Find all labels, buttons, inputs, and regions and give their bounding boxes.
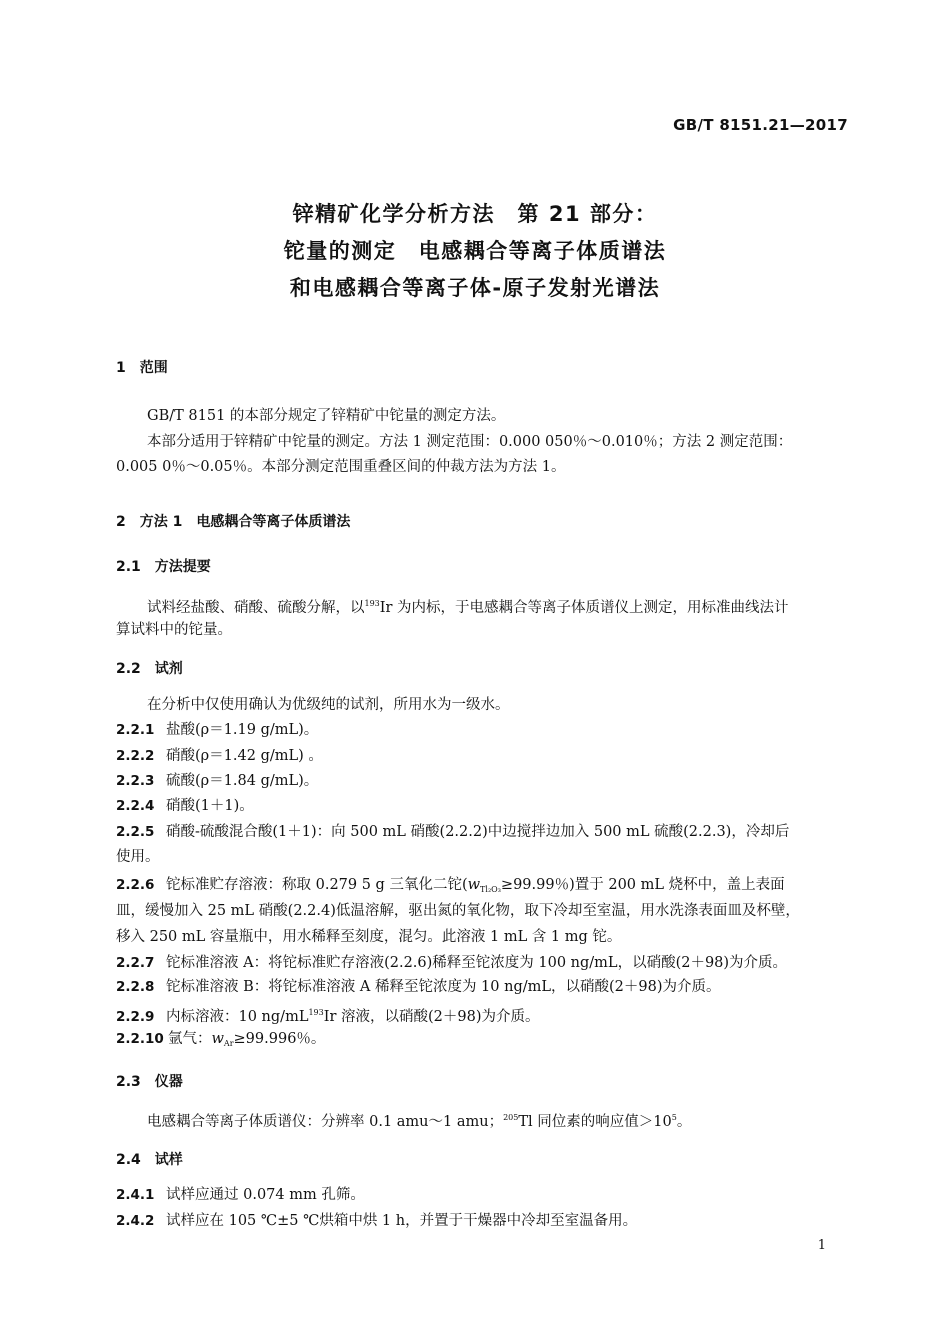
clause-2-2-2: 2.2.2 硝酸(ρ＝1.42 g/mL) 。 [116,748,323,764]
sec2-2-intro: 在分析中仅使用确认为优级纯的试剂，所用水为一级水。 [147,697,510,713]
clause-2-2-6: 2.2.6 铊标准贮存溶液：称取 0.279 5 g 三氧化二铊($w_{Tl_2O_3}\ge 99.99$％)置于 200 mL 烧杯中，盖上表面 [116,877,785,894]
section-2-3-heading: 2.3 仪器 [116,1074,183,1090]
section-1-heading: 1 范围 [116,360,168,376]
clause-2-4-2: 2.4.2 试样应在 105 ℃±5 ℃烘箱中烘 1 h，并置于干燥器中冷却至室温备用。 [116,1213,638,1229]
section-2-2-heading: 2.2 试剂 [116,661,183,677]
clause-2-2-3: 2.2.3 硫酸(ρ＝1.84 g/mL)。 [116,773,319,789]
title-line-2: 铊量的测定 电感耦合等离子体质谱法 [283,239,667,263]
section-2-4-heading: 2.4 试样 [116,1152,183,1168]
section-2-1-heading: 2.1 方法提要 [116,559,211,575]
clause-2-2-10: 2.2.10 氩气：$w_{Ar}\ge 99.996$％。 [116,1031,326,1048]
clause-2-2-1: 2.2.1 盐酸(ρ＝1.19 g/mL)。 [116,722,319,738]
clause-2-2-8: 2.2.8 铊标准溶液 B：将铊标准溶液 A 稀释至铊浓度为 10 ng/mL，以硝酸(2＋98)为介质。 [116,979,721,995]
clause-2-2-6-line-3: 移入 250 mL 容量瓶中，用水稀释至刻度，混匀。此溶液 1 mL 含 1 mg 铊。 [116,929,622,945]
clause-2-4-1: 2.4.1 试样应通过 0.074 mm 孔筛。 [116,1187,365,1203]
sec1-paragraph-2-line-2: 0.005 0％～0.05％。本部分测定范围重叠区间的仲裁方法为方法 1。 [116,459,566,475]
sec1-paragraph-2-line-1: 本部分适用于锌精矿中铊量的测定。方法 1 测定范围：0.000 050％～0.010％；方法 2 测定范围： [147,434,793,450]
clause-2-2-9: 2.2.9 内标溶液：10 $ng/mL^{193}Ir$ 溶液，以硝酸(2＋98)为介质。 [116,1008,540,1025]
sec2-1-paragraph-line-2: 算试料中的铊量。 [116,622,232,638]
title-line-1: 锌精矿化学分析方法 第 21 部分： [292,202,658,226]
sec1-paragraph-1: GB/T 8151 的本部分规定了锌精矿中铊量的测定方法。 [147,408,506,424]
sec2-1-paragraph-line-1: 试料经盐酸、硝酸、硫酸分解，以$^{193}$Ir 为内标，于电感耦合等离子体质谱仪上测定，用标准曲线法计 [147,599,789,616]
page-number: 1 [817,1238,826,1253]
section-2-heading: 2 方法 1 电感耦合等离子体质谱法 [116,514,351,530]
title-line-3: 和电感耦合等离子体-原子发射光谱法 [289,276,661,300]
clause-2-2-5-line-2: 使用。 [116,849,160,865]
standard-number: GB/T 8151.21—2017 [673,116,848,134]
clause-2-2-5: 2.2.5 硝酸-硫酸混合酸(1＋1)：向 500 mL 硝酸(2.2.2)中边搅拌边加入 500 mL 硫酸(2.2.3)，冷却后 [116,824,790,840]
clause-2-2-6-line-2: 皿，缓慢加入 25 mL 硝酸(2.2.4)低温溶解，驱出氮的氧化物，取下冷却至室温，用水洗涤表面皿及杯壁， [116,903,800,919]
clause-2-2-7: 2.2.7 铊标准溶液 A：将铊标准贮存溶液(2.2.6)稀释至铊浓度为 100 ng/mL，以硝酸(2＋98)为介质。 [116,955,788,971]
sec2-3-paragraph: 电感耦合等离子体质谱仪：分辨率 0.1 amu～1 amu；$^{205}$Tl 同位素的响应值$>10^5$。 [147,1113,692,1130]
clause-2-2-4: 2.2.4 硝酸(1＋1)。 [116,798,254,814]
